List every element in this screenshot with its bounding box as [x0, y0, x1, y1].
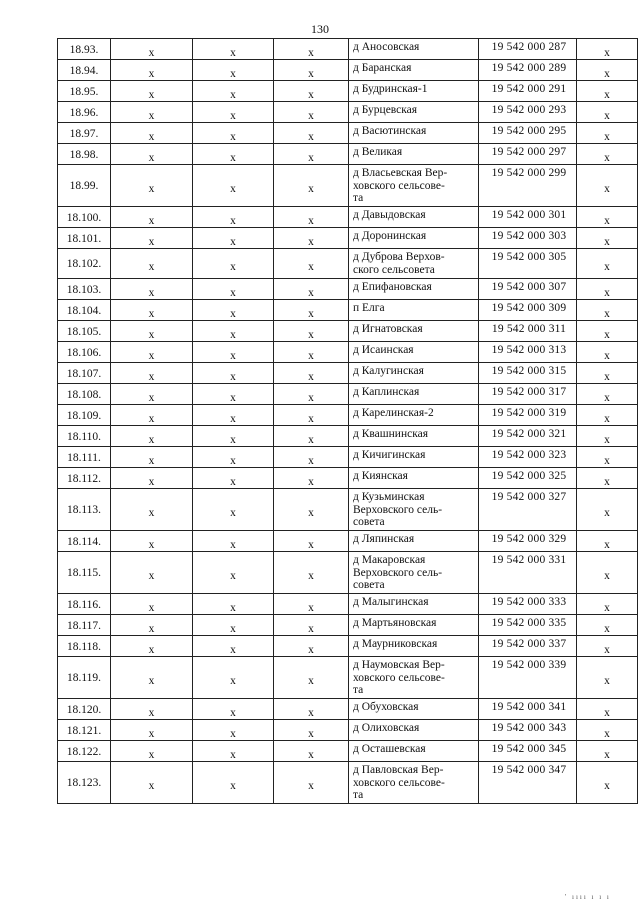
table-row [58, 531, 638, 552]
oktmo-code: 19 542 000 327 [491, 491, 567, 503]
row-number: 18.103. [66, 283, 102, 296]
cell-x-1: х [148, 391, 155, 404]
cell-x-3: х [308, 570, 314, 583]
cell-x-1: х [148, 286, 155, 299]
cell-x-3: х [308, 286, 314, 299]
settlement-name: д Исаинская [353, 344, 414, 356]
settlement-name: д Квашнинская [353, 428, 429, 440]
cell-x-4: х [604, 538, 610, 551]
row-number: 18.113. [66, 504, 102, 517]
table-row [58, 426, 638, 447]
cell-x-3: х [308, 183, 314, 196]
cell-x-4: х [604, 88, 610, 101]
cell-x-1: х [148, 433, 155, 446]
oktmo-code: 19 542 000 333 [491, 596, 567, 608]
cell-x-3: х [308, 675, 314, 688]
cell-x-2: х [230, 570, 236, 583]
cell-x-2: х [230, 183, 236, 196]
settlement-name: д Будринская-1 [353, 83, 428, 95]
cell-x-1: х [148, 151, 155, 164]
cell-x-3: х [308, 88, 314, 101]
oktmo-code: 19 542 000 289 [491, 62, 567, 74]
cell-x-1: х [148, 601, 155, 614]
cell-x-1: х [148, 370, 155, 383]
cell-x-4: х [604, 46, 610, 59]
oktmo-code: 19 542 000 343 [491, 722, 567, 734]
cell-x-4: х [604, 727, 610, 740]
settlement-name: д Доронинская [353, 230, 427, 242]
row-number: 18.96. [69, 106, 99, 119]
table-row [58, 102, 638, 123]
cell-x-3: х [308, 109, 314, 122]
table-row [58, 636, 638, 657]
cell-x-4: х [604, 109, 610, 122]
row-number: 18.95. [69, 85, 99, 98]
cell-x-3: х [308, 507, 314, 520]
cell-x-2: х [230, 46, 236, 59]
row-number: 18.118. [66, 640, 102, 653]
row-number: 18.123. [66, 777, 102, 790]
cell-x-4: х [604, 622, 610, 635]
row-number: 18.117. [66, 619, 102, 632]
cell-x-1: х [148, 412, 155, 425]
oktmo-code: 19 542 000 319 [491, 407, 567, 419]
table-row [58, 81, 638, 102]
row-number: 18.93. [69, 43, 99, 56]
cell-x-3: х [308, 67, 314, 80]
oktmo-code: 19 542 000 339 [491, 659, 567, 671]
row-number: 18.120. [66, 703, 102, 716]
row-number: 18.106. [66, 346, 102, 359]
cell-x-4: х [604, 130, 610, 143]
table-row [58, 363, 638, 384]
oktmo-code: 19 542 000 315 [491, 365, 567, 377]
cell-x-4: х [604, 454, 610, 467]
cell-x-2: х [230, 391, 236, 404]
cell-x-1: х [148, 727, 155, 740]
cell-x-4: х [604, 706, 610, 719]
cell-x-3: х [308, 214, 314, 227]
row-number: 18.109. [66, 409, 102, 422]
settlement-name: д Аносовская [353, 41, 420, 53]
page-number: 130 [311, 22, 329, 36]
cell-x-2: х [230, 780, 236, 793]
row-number: 18.98. [69, 148, 99, 161]
cell-x-3: х [308, 475, 314, 488]
table-row [58, 720, 638, 741]
oktmo-code: 19 542 000 329 [491, 533, 567, 545]
cell-x-1: х [148, 307, 155, 320]
table-row [58, 60, 638, 81]
cell-x-1: х [148, 349, 155, 362]
cell-x-3: х [308, 391, 314, 404]
oktmo-code: 19 542 000 321 [491, 428, 567, 440]
cell-x-4: х [604, 675, 610, 688]
cell-x-3: х [308, 349, 314, 362]
cell-x-3: х [308, 601, 314, 614]
oktmo-code: 19 542 000 311 [491, 323, 567, 335]
table-row [58, 144, 638, 165]
settlement-name: д Епифановская [353, 281, 432, 293]
oktmo-code: 19 542 000 335 [491, 617, 567, 629]
cell-x-3: х [308, 433, 314, 446]
cell-x-2: х [230, 748, 236, 761]
oktmo-code: 19 542 000 299 [491, 167, 567, 179]
row-number: 18.97. [69, 127, 99, 140]
cell-x-3: х [308, 727, 314, 740]
oktmo-code: 19 542 000 347 [491, 764, 567, 776]
cell-x-2: х [230, 675, 236, 688]
cell-x-2: х [230, 433, 236, 446]
table-body [58, 39, 638, 804]
settlement-name: д Калугинская [353, 365, 424, 377]
oktmo-code: 19 542 000 293 [491, 104, 567, 116]
cell-x-4: х [604, 370, 610, 383]
cell-x-2: х [230, 601, 236, 614]
cell-x-1: х [148, 643, 155, 656]
cell-x-2: х [230, 412, 236, 425]
table-row [58, 39, 638, 60]
settlement-name: д Макаровская Верховского сель- совета [353, 554, 443, 591]
settlement-name: д Власьевская Вер- ховского сельсове- та [353, 167, 448, 204]
settlement-name: д Мартьяновская [353, 617, 437, 629]
cell-x-2: х [230, 67, 236, 80]
oktmo-code: 19 542 000 287 [491, 41, 567, 53]
settlement-name: д Ляпинская [353, 533, 415, 545]
row-number: 18.102. [66, 258, 102, 271]
cell-x-1: х [148, 675, 155, 688]
cell-x-1: х [148, 67, 155, 80]
cell-x-2: х [230, 538, 236, 551]
registry-table [57, 38, 638, 804]
cell-x-1: х [148, 88, 155, 101]
oktmo-code: 19 542 000 345 [491, 743, 567, 755]
row-number: 18.119. [66, 672, 102, 685]
cell-x-2: х [230, 622, 236, 635]
oktmo-code: 19 542 000 307 [491, 281, 567, 293]
row-number: 18.111. [67, 451, 101, 464]
table-row [58, 300, 638, 321]
cell-x-2: х [230, 454, 236, 467]
oktmo-code: 19 542 000 337 [491, 638, 567, 650]
row-number: 18.105. [66, 325, 102, 338]
table-row [58, 594, 638, 615]
table-row [58, 321, 638, 342]
cell-x-1: х [148, 261, 155, 274]
cell-x-3: х [308, 235, 314, 248]
cell-x-3: х [308, 454, 314, 467]
settlement-name: д Кичигинская [353, 449, 426, 461]
table-row [58, 741, 638, 762]
settlement-name: д Баранская [353, 62, 412, 74]
oktmo-code: 19 542 000 331 [491, 554, 567, 566]
settlement-name: д Дуброва Верхов- ского сельсовета [353, 251, 445, 276]
cell-x-4: х [604, 748, 610, 761]
cell-x-4: х [604, 507, 610, 520]
settlement-name: д Осташевская [353, 743, 426, 755]
cell-x-2: х [230, 109, 236, 122]
settlement-name: д Наумовская Вер- ховского сельсове- та [353, 659, 445, 696]
cell-x-4: х [604, 286, 610, 299]
cell-x-1: х [148, 706, 155, 719]
settlement-name: д Павловская Вер- ховского сельсове- та [353, 764, 445, 801]
cell-x-3: х [308, 370, 314, 383]
cell-x-3: х [308, 130, 314, 143]
oktmo-code: 19 542 000 317 [491, 386, 567, 398]
cell-x-1: х [148, 780, 155, 793]
cell-x-4: х [604, 570, 610, 583]
cell-x-4: х [604, 67, 610, 80]
cell-x-2: х [230, 307, 236, 320]
cell-x-1: х [148, 475, 155, 488]
row-number: 18.122. [66, 745, 102, 758]
cell-x-4: х [604, 349, 610, 362]
cell-x-3: х [308, 261, 314, 274]
settlement-name: д Маурниковская [353, 638, 438, 650]
row-number: 18.107. [66, 367, 102, 380]
oktmo-code: 19 542 000 341 [491, 701, 567, 713]
settlement-name: д Карелинская-2 [353, 407, 434, 419]
row-number: 18.115. [66, 567, 102, 580]
table-row [58, 615, 638, 636]
cell-x-2: х [230, 261, 236, 274]
cell-x-1: х [148, 570, 155, 583]
oktmo-code: 19 542 000 325 [491, 470, 567, 482]
cell-x-3: х [308, 412, 314, 425]
table-row [58, 228, 638, 249]
cell-x-2: х [230, 235, 236, 248]
table-row [58, 699, 638, 720]
cell-x-2: х [230, 643, 236, 656]
cell-x-2: х [230, 475, 236, 488]
settlement-name: п Елга [353, 302, 385, 314]
table-row [58, 384, 638, 405]
row-number: 18.100. [66, 211, 102, 224]
table-row [58, 468, 638, 489]
cell-x-1: х [148, 109, 155, 122]
cell-x-4: х [604, 433, 610, 446]
cell-x-2: х [230, 286, 236, 299]
cell-x-2: х [230, 88, 236, 101]
cell-x-2: х [230, 328, 236, 341]
settlement-name: д Малыгинская [353, 596, 429, 608]
cell-x-1: х [148, 214, 155, 227]
settlement-name: д Олиховская [353, 722, 420, 734]
cell-x-1: х [148, 130, 155, 143]
cell-x-4: х [604, 475, 610, 488]
table-row [58, 342, 638, 363]
cell-x-3: х [308, 328, 314, 341]
settlement-name: д Обуховская [353, 701, 419, 713]
oktmo-code: 19 542 000 305 [491, 251, 567, 263]
table-row [58, 447, 638, 468]
cell-x-1: х [148, 235, 155, 248]
cell-x-3: х [308, 780, 314, 793]
settlement-name: д Кузьминская Верховского сель- совета [353, 491, 443, 528]
settlement-name: д Бурцевская [353, 104, 418, 116]
cell-x-3: х [308, 46, 314, 59]
row-number: 18.121. [66, 724, 102, 737]
table-row [58, 489, 638, 531]
oktmo-code: 19 542 000 323 [491, 449, 567, 461]
cell-x-2: х [230, 706, 236, 719]
table-row [58, 279, 638, 300]
oktmo-code: 19 542 000 303 [491, 230, 567, 242]
table-row [58, 249, 638, 279]
row-number: 18.114. [66, 535, 102, 548]
cell-x-1: х [148, 507, 155, 520]
row-number: 18.99. [69, 180, 99, 193]
cell-x-2: х [230, 151, 236, 164]
row-number: 18.101. [66, 232, 102, 245]
table-row [58, 657, 638, 699]
cell-x-1: х [148, 622, 155, 635]
cell-x-4: х [604, 391, 610, 404]
table-row [58, 123, 638, 144]
cell-x-1: х [148, 46, 155, 59]
row-number: 18.104. [66, 304, 102, 317]
cell-x-3: х [308, 748, 314, 761]
cell-x-4: х [604, 601, 610, 614]
oktmo-code: 19 542 000 309 [491, 302, 567, 314]
settlement-name: д Великая [353, 146, 403, 158]
cell-x-4: х [604, 151, 610, 164]
cell-x-4: х [604, 643, 610, 656]
scan-artifact: ' ıııı ı ı ı [565, 893, 611, 901]
cell-x-2: х [230, 370, 236, 383]
cell-x-3: х [308, 706, 314, 719]
cell-x-4: х [604, 328, 610, 341]
cell-x-4: х [604, 307, 610, 320]
cell-x-1: х [148, 328, 155, 341]
table-row [58, 165, 638, 207]
table-row [58, 405, 638, 426]
cell-x-4: х [604, 412, 610, 425]
cell-x-2: х [230, 349, 236, 362]
row-number: 18.112. [66, 472, 102, 485]
cell-x-1: х [148, 538, 155, 551]
oktmo-code: 19 542 000 297 [491, 146, 567, 158]
settlement-name: д Игнатовская [353, 323, 423, 335]
row-number: 18.108. [66, 388, 102, 401]
row-number: 18.94. [69, 64, 99, 77]
cell-x-4: х [604, 261, 610, 274]
cell-x-2: х [230, 727, 236, 740]
oktmo-code: 19 542 000 295 [491, 125, 567, 137]
cell-x-4: х [604, 780, 610, 793]
cell-x-3: х [308, 307, 314, 320]
settlement-name: д Киянская [353, 470, 408, 482]
row-number: 18.116. [66, 598, 102, 611]
oktmo-code: 19 542 000 301 [491, 209, 567, 221]
cell-x-2: х [230, 507, 236, 520]
table-row [58, 207, 638, 228]
cell-x-3: х [308, 538, 314, 551]
cell-x-1: х [148, 454, 155, 467]
cell-x-3: х [308, 151, 314, 164]
cell-x-3: х [308, 643, 314, 656]
cell-x-3: х [308, 622, 314, 635]
cell-x-2: х [230, 130, 236, 143]
table-row [58, 762, 638, 804]
settlement-name: д Давыдовская [353, 209, 426, 221]
settlement-name: д Васютинская [353, 125, 427, 137]
oktmo-code: 19 542 000 313 [491, 344, 567, 356]
cell-x-2: х [230, 214, 236, 227]
row-number: 18.110. [66, 430, 102, 443]
cell-x-1: х [148, 748, 155, 761]
table-row [58, 552, 638, 594]
cell-x-4: х [604, 214, 610, 227]
cell-x-4: х [604, 183, 610, 196]
cell-x-4: х [604, 235, 610, 248]
settlement-name: д Каплинская [353, 386, 420, 398]
oktmo-code: 19 542 000 291 [491, 83, 567, 95]
cell-x-1: х [148, 183, 155, 196]
